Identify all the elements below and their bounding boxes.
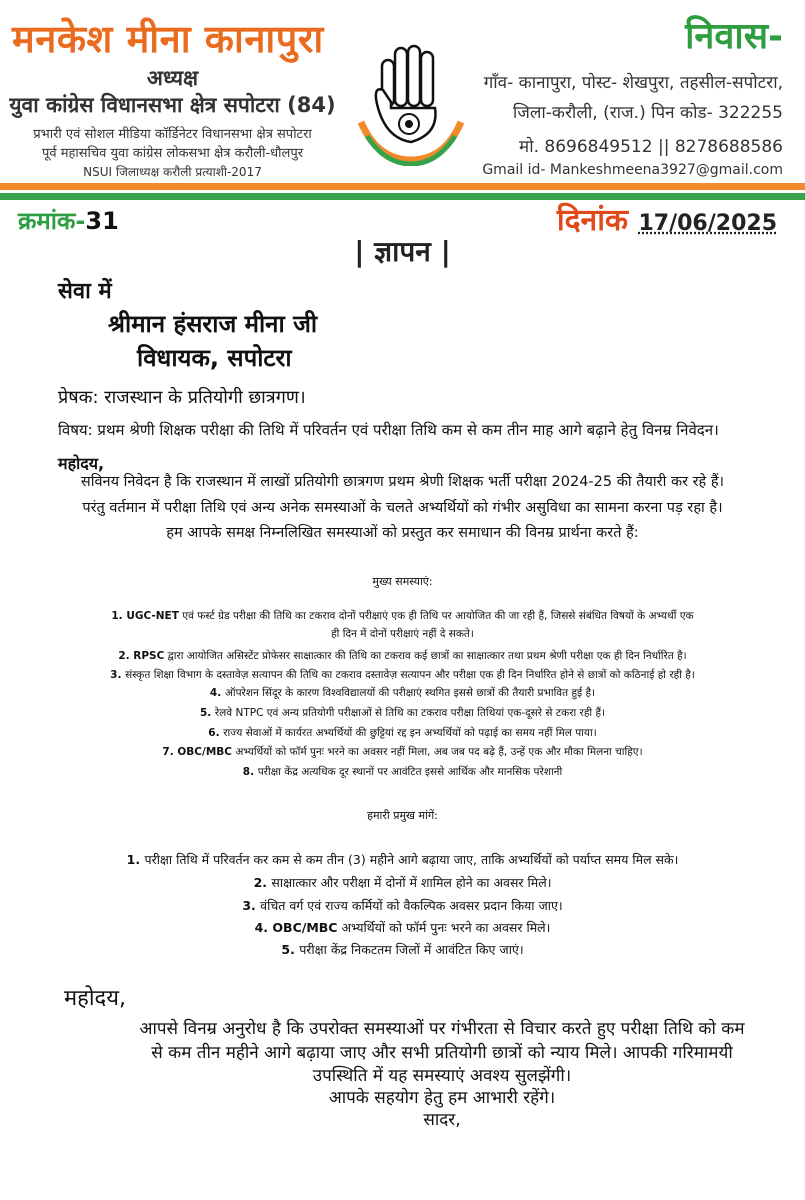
problem-item: 4. ऑपरेशन सिंदूर के कारण विश्वविद्यालयों की परीक्षाएं स्थगित इससे छात्रों की तैयारी प्रभावित हुई है। (209, 687, 596, 699)
problem-item: 8. परीक्षा केंद्र अत्यधिक दूर स्थानों पर आवंटित इससे आर्थिक और मानसिक परेशानी (242, 766, 563, 778)
reference-label: क्रमांक- (18, 207, 86, 235)
role-line-3: NSUI जिलाध्यक्ष करौली प्रत्याशी-2017 (83, 165, 262, 179)
problem-item: 3. संस्कृत शिक्षा विभाग के दस्तावेज़ सत्यापन की तिथि का टकराव दस्तावेज़ सत्यापन और परीक्षा एक ही दिन निर्धारित होने से छात्रों को कठिनाई हो रही है। (110, 669, 695, 681)
closing-line: से कम तीन महीने आगे बढ़ाया जाए और सभी प्रतियोगी छात्रों को न्याय मिले। आपकी गरिमामयी (151, 1043, 733, 1063)
demand-item: 3. वंचित वर्ग एवं राज्य कर्मियों को वैकल्पिक अवसर प्रदान किया जाए। (242, 898, 563, 913)
closing-line: आपके सहयोग हेतु हम आभारी रहेंगे। (328, 1088, 556, 1108)
role-line-1: प्रभारी एवं सोशल मीडिया कॉर्डिनेटर विधानसभा क्षेत्र सपोटरा (33, 127, 312, 142)
demand-item: 5. परीक्षा केंद्र निकटतम जिलों में आवंटित किए जाएं। (281, 942, 524, 957)
saffron-band (0, 183, 805, 190)
demand-item: 4. OBC/MBC अभ्यर्थियों को फॉर्म पुनः भरने का अवसर मिले। (254, 920, 551, 935)
residence-heading: निवास- (685, 16, 783, 57)
intro-line: हम आपके समक्ष निम्नलिखित समस्याओं को प्रस्तुत कर समाधान की विनम्र प्रार्थना करते हैं: (166, 525, 639, 541)
address-line-2: जिला-करौली, (राज.) पिन कोड- 322255 (512, 103, 783, 123)
address-line-1: गाँव- कानापुरा, पोस्ट- शेखपुरा, तहसील-सपोटरा, (483, 73, 783, 93)
problem-item-continuation: ही दिन में दोनों परीक्षाएं नहीं दे सकते। (331, 628, 474, 640)
date-value: 17/06/2025 (638, 211, 777, 236)
closing-line: उपस्थिति में यह समस्याएं अवश्य सुलझेंगी। (312, 1066, 572, 1086)
organization: युवा कांग्रेस विधानसभा क्षेत्र सपोटरा (84) (9, 93, 336, 117)
sender-line: प्रेषक: राजस्थान के प्रतियोगी छात्रगण। (58, 387, 306, 408)
problem-item: 1. UGC-NET एवं फर्स्ट ग्रेड परीक्षा की तिथि का टकराव दोनों परीक्षाएं एक ही तिथि पर आयोजित की जा रही हैं, जिससे संबंधित विषयों के अभ्यर्थी एक (111, 610, 694, 622)
addressee-intro: सेवा में (58, 279, 112, 304)
salutation: महोदय, (58, 454, 105, 473)
congress-hand-logo-icon (355, 38, 467, 166)
demands-heading: हमारी प्रमुख मांगें: (367, 809, 438, 822)
problem-item: 7. OBC/MBC अभ्यर्थियों को फॉर्म पुनः भरने का अवसर नहीं मिला, अब जब पद बढ़े हैं, उन्हें एक और मौका मिलना चाहिए। (162, 746, 643, 758)
letterhead-name: मनकेश मीना कानापुरा (12, 17, 324, 61)
demand-item: 2. साक्षात्कार और परीक्षा में दोनों में शामिल होने का अवसर मिले। (253, 875, 552, 890)
demand-item: 1. परीक्षा तिथि में परिवर्तन कर कम से कम तीन (3) महीने आगे बढ़ाया जाए, ताकि अभ्यर्थियों को पर्याप्त समय मिल सके। (126, 852, 679, 867)
closing-salutation: महोदय, (64, 986, 126, 1011)
problem-item: 6. राज्य सेवाओं में कार्यरत अभ्यर्थियों की छुट्टियां रद्द इन अभ्यर्थियों को पढ़ाई का समय नहीं मिल पाया। (208, 727, 597, 739)
addressee-name: श्रीमान हंसराज मीना जी (108, 310, 318, 338)
role-line-2: पूर्व महासचिव युवा कांग्रेस लोकसभा क्षेत्र करौली-धौलपुर (41, 146, 304, 161)
date-label: दिनांक (556, 203, 639, 238)
memorandum-title: | ज्ञापन | (354, 235, 451, 268)
problem-item: 5. रेलवे NTPC एवं अन्य प्रतियोगी परीक्षाओं से तिथि का टकराव परीक्षा तिथियां एक-दूसरे से टकरा रही हैं। (199, 707, 606, 719)
intro-line: सविनय निवेदन है कि राजस्थान में लाखों प्रतियोगी छात्रगण प्रथम श्रेणी शिक्षक भर्ती परीक्षा 2024-25 की तैयारी कर रहे हैं। (80, 474, 725, 490)
closing-line: आपसे विनम्र अनुरोध है कि उपरोक्त समस्याओं पर गंभीरता से विचार करते हुए परीक्षा तिथि को कम (139, 1019, 745, 1039)
subject-line: विषय: प्रथम श्रेणी शिक्षक परीक्षा की तिथि में परिवर्तन एवं परीक्षा तिथि कम से कम तीन माह आगे बढ़ाने हेतु विनम्र निवेदन। (58, 421, 719, 439)
signoff: सादर, (423, 1110, 461, 1130)
intro-line: परंतु वर्तमान में परीक्षा तिथि एवं अन्य अनेक समस्याओं के चलते अभ्यर्थियों को गंभीर असुविधा का सामना करना पड़ रहा है। (82, 500, 723, 516)
problem-item: 2. RPSC द्वारा आयोजित असिस्टेंट प्रोफेसर साक्षात्कार की तिथि का टकराव कई छात्रों का साक्षात्कार तथा प्रथम श्रेणी परीक्षा एक ही दिन निर्धारित है। (118, 650, 687, 662)
phone-numbers: मो. 8696849512 || 8278688586 (519, 137, 783, 157)
reference-value: 31 (85, 207, 119, 235)
addressee-designation: विधायक, सपोटरा (137, 344, 292, 372)
problems-heading: मुख्य समस्याएं: (372, 575, 433, 588)
designation: अध्यक्ष (146, 66, 199, 90)
email-address: Gmail id- Mankeshmeena3927@gmail.com (482, 162, 783, 178)
